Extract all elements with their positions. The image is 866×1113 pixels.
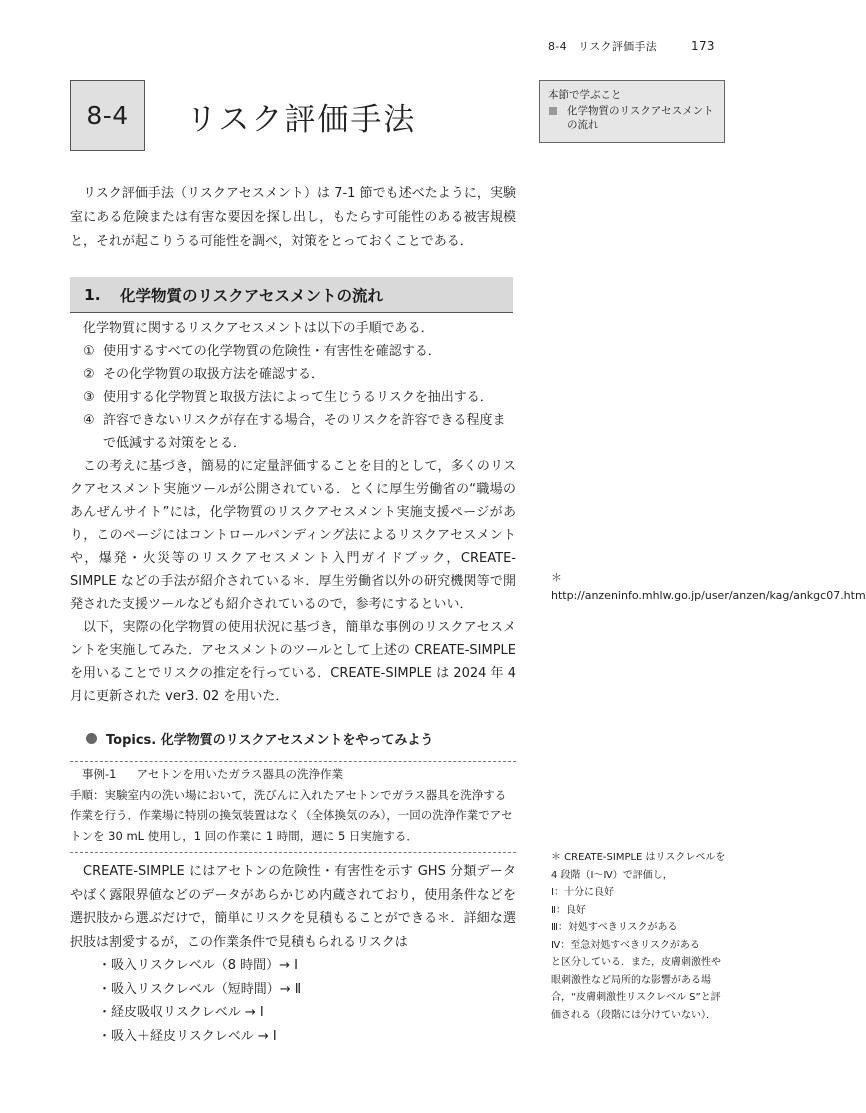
side-note-url: ＊ http://anzeninfo.mhlw.go.jp/user/anzen/kag/ankgc07.htm (551, 571, 866, 602)
topics-title: Topics. 化学物質のリスクアセスメントをやってみよう (106, 733, 434, 748)
page-number: 173 (691, 39, 715, 53)
side-note-level: Ⅲ：対処すべきリスクがある (551, 922, 678, 933)
topics-heading (86, 729, 433, 748)
side-note-intro: ＊ CREATE-SIMPLE はリスクレベルを 4 段階（Ⅰ～Ⅳ）で評価し， (551, 852, 726, 881)
step-marker: ③ (83, 390, 95, 405)
intro-block (70, 182, 516, 254)
risk-level-item: ・経皮吸収リスクレベル → Ⅰ (98, 1005, 264, 1020)
learning-goals-heading: 本節で学ぶこと (548, 89, 622, 101)
lead-paragraph: 化学物質に関するリスクアセスメントは以下の手順である． (83, 321, 434, 336)
case-top-divider (70, 761, 516, 762)
step-marker: ② (83, 367, 95, 382)
side-note-level: Ⅳ：至急対処すべきリスクがある (551, 939, 700, 951)
case-title-line (70, 764, 516, 785)
learning-goal-item (548, 104, 716, 132)
risk-level-item: ・吸入リスクレベル（8 時間）→ Ⅰ (98, 958, 299, 973)
intro-paragraph: リスク評価手法（リスクアセスメント）は 7-1 節でも述べたように，実験室にある危険または有害な要因を探し出し，もたらす可能性のある被害規模と，それが起こりうる可能性を調べ，対策をとっておくことである． (70, 186, 516, 249)
learning-goals-box (539, 80, 725, 143)
chapter-title: リスク評価手法 (186, 102, 417, 138)
chapter-number: 8-4 (86, 101, 129, 130)
side-note-level: Ⅰ：十分に良好 (551, 887, 614, 898)
case-body: 手順：実験室内の洗い場において，洗びんに入れたアセトンでガラス器具を洗浄する作業を行う．作業場に特別の換気装置はなく（全体換気のみ），一回の洗浄作業でアセトンを 30 mL 使用し，1 回の作業に 1 時間，週に 5 日実施する． (70, 787, 513, 843)
header-section: 8-4 リスク評価手法 (548, 40, 658, 53)
section-number: 1. (84, 285, 101, 304)
step-text: その化学物質の取扱方法を確認する． (103, 367, 325, 382)
body-paragraph: 以下，実際の化学物質の使用状況に基づき，簡単な事例のリスクアセスメントを実施してみた．アセスメントのツールとして上述の CREATE-SIMPLE を用いることでリスクの推定を行っている．CREATE-SIMPLE は 2024 年 4 月に更新された ver3. 02 を用いた． (70, 620, 516, 704)
case-bottom-divider (70, 852, 516, 853)
step-text: 使用するすべての化学物質の危険性・有害性を確認する． (103, 344, 441, 359)
section-title: 化学物質のリスクアセスメントの流れ (120, 286, 384, 305)
body-paragraph: CREATE-SIMPLE にはアセトンの危険性・有害性を示す GHS 分類データやばく露限界値などのデータがあらかじめ内蔵されており，使用条件などを選択肢から選ぶだけで，簡単にリスクを見積もることができる＊．詳細な選択肢は割愛するが，この作業条件で見積もられるリスクは (70, 864, 516, 950)
step-marker: ① (83, 344, 95, 359)
body-paragraph: この考えに基づき，簡易的に定量評価することを目的として，多くのリスクアセスメント実施ツールが公開されている．とくに厚生労働省の“職場のあんぜんサイト”には，化学物質のリスクアセスメント実施支援ページがあり，このページにはコントロールバンディング法によるリスクアセスメントや，爆発・火災等のリスクアセスメント入門ガイドブック，CREATE-SIMPLE などの手法が紹介されている＊．厚生労働省以外の研究機関等で開発された支援ツールなども紹介されているので，参考にするといい． (70, 459, 516, 612)
case-title: アセトンを用いたガラス器具の洗浄作業 (136, 767, 344, 781)
risk-level-item: ・吸入＋経皮リスクレベル → Ⅰ (98, 1028, 277, 1044)
case-example (70, 764, 516, 846)
learning-goal-text: 化学物質のリスクアセスメントの流れ (567, 105, 714, 131)
section-heading (70, 277, 513, 313)
risk-level-item: ・吸入リスクレベル（短時間）→ Ⅱ (98, 981, 302, 997)
risk-body (70, 860, 516, 1048)
procedure-step (70, 386, 516, 409)
running-header (548, 38, 715, 54)
side-note-level: Ⅱ：良好 (551, 904, 586, 916)
case-label: 事例-1 (82, 767, 117, 781)
step-text: 使用する化学物質と取扱方法によって生じうるリスクを抽出する． (103, 390, 493, 405)
square-bullet-icon (549, 107, 557, 115)
section-body (70, 317, 516, 708)
chapter-number-box (70, 80, 145, 151)
procedure-step (70, 409, 516, 455)
bullet-dot-icon (86, 733, 97, 744)
side-note-risk-levels (551, 849, 727, 1024)
side-note-outro: と区分している．また，皮膚刺激性や眼刺激性など局所的な影響がある場合，“皮膚刺激性リスクレベル S”と評価される（段階には分けていない）． (551, 957, 721, 1021)
procedure-step (70, 363, 516, 386)
step-text: 許容できないリスクが存在する場合，そのリスクを許容できる程度まで低減する対策をとる． (103, 413, 506, 451)
procedure-step (70, 340, 516, 363)
step-marker: ④ (83, 413, 95, 428)
